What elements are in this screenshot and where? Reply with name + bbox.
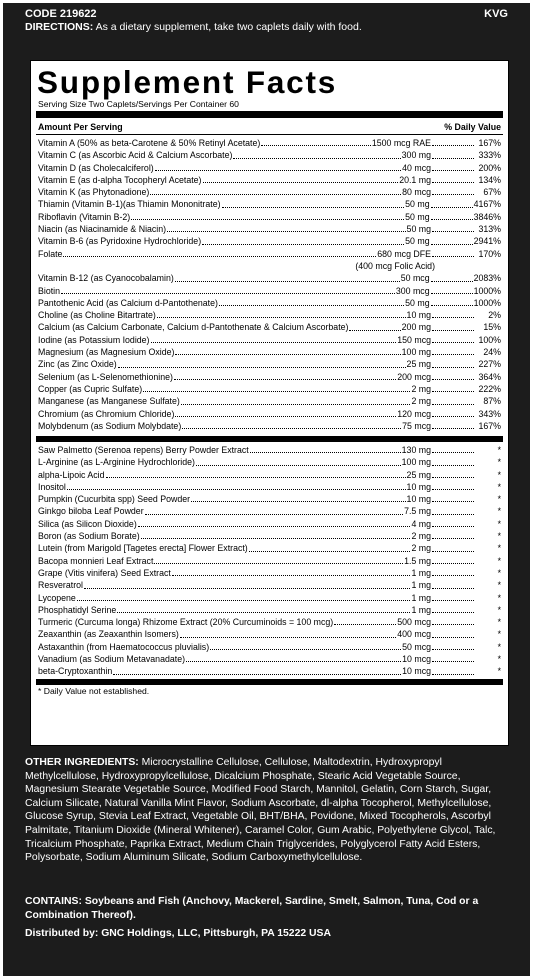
nutrient-name: Inositol: [38, 481, 66, 492]
dot-leader: [182, 427, 401, 429]
nutrient-row: [38, 285, 501, 297]
nutrient-amount: 300 mg: [401, 150, 431, 161]
nutrient-name: alpha-Lipoic Acid: [38, 469, 105, 480]
dot-leader: [432, 500, 474, 502]
nutrient-row: [38, 579, 501, 591]
nutrient-amount: 80 mcg: [402, 187, 431, 198]
nutrient-name: Astaxanthin (from Haematococcus pluvialis): [38, 641, 210, 652]
nutrient-amount: 400 mcg: [397, 629, 431, 640]
nutrient-dv: 2%: [488, 310, 501, 321]
nutrient-dv: 1000%: [473, 297, 501, 308]
nutrient-name: Resveratrol: [38, 580, 83, 591]
table-header: [38, 121, 501, 133]
dot-leader: [154, 562, 403, 564]
dot-leader: [432, 476, 474, 478]
contains-statement: CONTAINS: Soybeans and Fish (Anchovy, Mackerel, Sardine, Smelt, Salmon, Tuna, Cod or a Combination Thereof).: [25, 896, 479, 921]
nutrient-amount: 50 mg: [406, 224, 431, 235]
nutrient-name: Lycopene: [38, 592, 76, 603]
nutrient-amount: 4 mg: [411, 518, 431, 529]
nutrient-name: Chromium (as Chromium Chloride): [38, 408, 175, 419]
nutrient-name: Choline (as Choline Bitartrate): [38, 310, 156, 321]
nutrient-row: [38, 530, 501, 542]
dot-leader: [157, 316, 406, 318]
dot-leader: [431, 280, 473, 282]
nutrient-name: Calcium (as Calcium Carbonate, Calcium d-Pantothenate & Calcium Ascorbate): [38, 322, 349, 333]
nutrient-name: Lutein (from Marigold [Tagetes erecta] Flower Extract): [38, 543, 248, 554]
nutrient-amount: 680 mcg DFE: [377, 248, 431, 259]
nutrient-row: [38, 297, 501, 309]
nutrient-amount: (400 mcg Folic Acid): [355, 260, 435, 271]
nutrient-row: [38, 198, 501, 210]
dot-leader: [202, 243, 404, 245]
dot-leader: [432, 587, 474, 589]
nutrient-amount: 20.1 mg: [399, 174, 431, 185]
nutrient-row: [38, 542, 501, 554]
nutrient-row: [38, 469, 501, 481]
dot-leader: [150, 193, 401, 195]
dot-leader: [180, 636, 396, 638]
nutrient-dv: 167%: [478, 138, 501, 148]
nutrient-dv: 343%: [478, 408, 501, 419]
other-rows: [38, 444, 501, 678]
nutrient-dv: *: [497, 518, 501, 529]
dot-leader: [261, 144, 371, 146]
nutrient-name: Saw Palmetto (Serenoa repens) Berry Powder Extract: [38, 445, 249, 455]
nutrient-name: Pantothenic Acid (as Calcium d-Pantothenate): [38, 297, 218, 308]
dot-leader: [432, 464, 474, 466]
nutrient-amount: 40 mcg: [402, 162, 431, 173]
dot-leader: [432, 636, 474, 638]
dot-leader: [174, 378, 396, 380]
dot-leader: [432, 623, 474, 625]
dot-leader: [181, 403, 411, 405]
dot-leader: [155, 169, 401, 171]
nutrient-dv: *: [497, 469, 501, 480]
dot-leader: [432, 451, 474, 453]
dot-leader: [432, 316, 474, 318]
nutrient-amount: 50 mcg: [402, 641, 431, 652]
dot-leader: [143, 390, 410, 392]
nutrient-dv: 100%: [478, 334, 501, 345]
dot-leader: [67, 488, 406, 490]
dot-leader: [432, 157, 474, 159]
nutrient-name: Riboflavin (Vitamin B-2): [38, 211, 131, 222]
dot-leader: [63, 255, 376, 257]
nutrient-row: [38, 223, 501, 235]
dot-leader: [167, 230, 405, 232]
nutrient-dv: 15%: [483, 322, 501, 333]
nutrient-row: [38, 149, 501, 161]
dot-leader: [432, 599, 474, 601]
nutrient-name: Turmeric (Curcuma longa) Rhizome Extract (20% Curcuminoids = 100 mcg): [38, 617, 334, 628]
dot-leader: [432, 537, 474, 539]
nutrient-row: [38, 481, 501, 493]
dot-leader: [432, 513, 474, 515]
dot-leader: [432, 550, 474, 552]
nutrient-row: [38, 456, 501, 468]
dot-leader: [118, 366, 406, 368]
dot-leader: [84, 587, 410, 589]
nutrient-row: [38, 616, 501, 628]
nutrient-row: [38, 408, 501, 420]
nutrient-name: Vitamin B-12 (as Cyanocobalamin): [38, 273, 174, 284]
nutrient-name: Folate: [38, 248, 63, 259]
nutrient-dv: *: [497, 580, 501, 591]
divider-thick-2: [36, 436, 503, 442]
nutrient-row: [38, 518, 501, 530]
nutrient-dv: 134%: [478, 174, 501, 185]
nutrient-row: [38, 420, 501, 432]
nutrient-amount: 50 mg: [405, 236, 430, 247]
dot-leader: [432, 488, 474, 490]
divider-thick-3: [36, 679, 503, 685]
dot-leader: [191, 500, 405, 502]
facts-title: Supplement Facts: [37, 64, 338, 100]
nutrient-row: [38, 604, 501, 616]
nutrient-amount: 150 mcg: [397, 334, 431, 345]
dot-leader: [432, 255, 474, 257]
nutrient-name: Vitamin D (as Cholecalciferol): [38, 162, 154, 173]
nutrient-dv: *: [497, 481, 501, 492]
nutrient-row: [38, 334, 501, 346]
nutrient-dv: 2083%: [473, 273, 501, 284]
nutrient-amount: 50 mg: [405, 199, 430, 210]
nutrient-row: [38, 665, 501, 677]
nutrient-amount: 500 mcg: [397, 617, 431, 628]
nutrient-row: [38, 162, 501, 174]
dot-leader: [432, 390, 474, 392]
nutrient-name: Selenium (as L-Selenomethionine): [38, 371, 173, 382]
directions-text: As a dietary supplement, take two caplets daily with food.: [95, 21, 362, 33]
nutrient-dv: *: [497, 567, 501, 578]
nutrient-row: [38, 235, 501, 247]
nutrient-dv: *: [497, 506, 501, 517]
nutrient-amount: 2 mg: [411, 543, 431, 554]
nutrient-amount: 300 mcg: [395, 285, 430, 296]
dot-leader: [432, 169, 474, 171]
dot-leader: [77, 599, 411, 601]
nutrient-name: Zeaxanthin (as Zeaxanthin Isomers): [38, 629, 179, 640]
other-ingredients: [25, 756, 508, 865]
dot-leader: [349, 329, 400, 331]
nutrient-amount: 10 mg: [406, 310, 431, 321]
nutrient-name: Niacin (as Niacinamide & Niacin): [38, 224, 167, 235]
nutrient-amount: 50 mg: [405, 211, 430, 222]
nutrient-dv: *: [497, 457, 501, 468]
nutrient-name: Pumpkin (Cucurbita spp) Seed Powder: [38, 494, 191, 505]
nutrient-amount: 10 mg: [406, 494, 431, 505]
dot-leader: [432, 648, 474, 650]
code-row: [25, 7, 508, 21]
dv-header: % Daily Value: [444, 122, 501, 132]
nutrient-row: [38, 260, 501, 272]
nutrient-row: [38, 248, 501, 260]
nutrient-dv: 87%: [483, 396, 501, 407]
nutrient-dv: *: [497, 445, 501, 455]
nutrient-amount: 75 mcg: [402, 420, 431, 431]
dot-leader: [431, 206, 473, 208]
nutrient-amount: 1 mg: [411, 592, 431, 603]
directions-label: DIRECTIONS:: [25, 21, 94, 33]
other-ingredients-label: OTHER INGREDIENTS:: [25, 757, 139, 768]
dot-leader: [432, 427, 474, 429]
dot-leader: [432, 329, 474, 331]
divider-thick: [36, 111, 503, 118]
nutrient-dv: 167%: [478, 420, 501, 431]
kvg-code: KVG: [484, 8, 508, 20]
nutrient-row: [38, 555, 501, 567]
nutrient-name: Vanadium (as Sodium Metavanadate): [38, 654, 186, 665]
dot-leader: [210, 648, 401, 650]
dot-leader: [432, 353, 474, 355]
dot-leader: [131, 218, 404, 220]
nutrient-amount: 1500 mcg RAE: [371, 138, 431, 148]
nutrient-name: Copper (as Cupric Sulfate): [38, 383, 143, 394]
dot-leader: [432, 673, 474, 675]
dot-leader: [172, 574, 411, 576]
nutrient-row: [38, 395, 501, 407]
nutrient-name: Vitamin B-6 (as Pyridoxine Hydrochloride): [38, 236, 202, 247]
nutrient-amount: 100 mg: [401, 457, 431, 468]
nutrient-row: [38, 592, 501, 604]
dot-leader: [432, 562, 474, 564]
dot-leader: [141, 537, 411, 539]
other-ingredients-text: Microcrystalline Cellulose, Cellulose, Maltodextrin, Hydroxypropyl Methylcellulose, Hydroxypropylcellulose, Dicalcium Phosphate, Stearic Acid Vegetable Source, Magnesium Stearate Vegetable Source, Modified Food Starch, Mannitol, Gelatin, Corn Starch, Sugar, Calcium Silicate, Natural Vanilla Mint Flavor, Sodium Ascorbate, dl-alpha Tocopherol, Methylcellulose, Glucose Syrup, Stevia Leaf Extract, Vegetable Oil, BHT/BHA, Povidone, Mixed Tocopherols, Ascorbyl Palmitate, Titanium Dioxide (Mineral Whitener), Caramel Color, Gum Arabic, Polyethylene Glycol, Talc, Tricalcium Phosphate, Paprika Extract, Medium Chain Triglycerides, Polyglycerol Fatty Acid Esters, Polysorbate, Sodium Aluminum Silicate, Sodium Carboxymethylcellulose.: [25, 757, 496, 864]
vitamin-rows: [38, 137, 501, 432]
dot-leader: [61, 292, 395, 294]
nutrient-dv: 364%: [478, 371, 501, 382]
dot-leader: [431, 243, 473, 245]
dot-leader: [117, 611, 410, 613]
directions: [25, 20, 508, 34]
nutrient-name: Ginkgo biloba Leaf Powder: [38, 506, 144, 517]
dot-leader: [196, 464, 401, 466]
distributor: Distributed by: GNC Holdings, LLC, Pittsburgh, PA 15222 USA: [25, 928, 331, 939]
dot-leader: [432, 611, 474, 613]
dot-leader: [432, 378, 474, 380]
dot-leader: [222, 206, 405, 208]
nutrient-amount: 2 mg: [411, 383, 431, 394]
dot-leader: [250, 451, 401, 453]
nutrient-dv: 2941%: [473, 236, 501, 247]
dot-leader: [432, 366, 474, 368]
nutrient-dv: *: [497, 641, 501, 652]
product-code: CODE 219622: [25, 8, 97, 20]
nutrient-amount: 10 mcg: [402, 654, 431, 665]
footnote: * Daily Value not established.: [38, 686, 150, 696]
nutrient-name: Molybdenum (as Sodium Molybdate): [38, 420, 182, 431]
nutrient-amount: 1 mg: [411, 580, 431, 591]
nutrient-name: Grape (Vitis vinifera) Seed Extract: [38, 567, 171, 578]
nutrient-row: [38, 174, 501, 186]
nutrient-dv: *: [497, 555, 501, 566]
nutrient-dv: *: [497, 543, 501, 554]
dot-leader: [113, 673, 401, 675]
header-rule: [36, 134, 503, 135]
nutrient-dv: 3846%: [473, 211, 501, 222]
nutrient-name: Vitamin C (as Ascorbic Acid & Calcium Ascorbate): [38, 150, 233, 161]
nutrient-name: Phosphatidyl Serine: [38, 604, 117, 615]
label-panel: [3, 3, 530, 976]
nutrient-dv: *: [497, 494, 501, 505]
nutrient-amount: 1 mg: [411, 604, 431, 615]
nutrient-row: [38, 628, 501, 640]
nutrient-dv: 200%: [478, 162, 501, 173]
nutrient-amount: 50 mg: [405, 297, 430, 308]
nutrient-amount: 2 mg: [411, 531, 431, 542]
nutrient-row: [38, 505, 501, 517]
dot-leader: [219, 304, 404, 306]
dot-leader: [432, 415, 474, 417]
nutrient-row: [38, 567, 501, 579]
nutrient-amount: 1 mg: [411, 567, 431, 578]
nutrient-amount: 1.5 mg: [404, 555, 431, 566]
nutrient-row: [38, 493, 501, 505]
nutrient-name: Biotin: [38, 285, 61, 296]
nutrient-row: [38, 211, 501, 223]
nutrient-row: [38, 272, 501, 284]
nutrient-dv: *: [497, 654, 501, 665]
nutrient-name: Zinc (as Zinc Oxide): [38, 359, 117, 370]
dot-leader: [249, 550, 411, 552]
nutrient-amount: 10 mcg: [402, 666, 431, 677]
nutrient-name: Iodine (as Potassium Iodide): [38, 334, 150, 345]
nutrient-row: [38, 383, 501, 395]
nutrient-amount: 2 mg: [411, 396, 431, 407]
nutrient-dv: 170%: [478, 248, 501, 259]
nutrient-amount: 120 mcg: [397, 408, 431, 419]
dot-leader: [432, 660, 474, 662]
dot-leader: [203, 181, 399, 183]
dot-leader: [431, 218, 473, 220]
dot-leader: [151, 341, 397, 343]
nutrient-name: Bacopa monnieri Leaf Extract: [38, 555, 154, 566]
nutrient-dv: *: [497, 604, 501, 615]
nutrient-name: Magnesium (as Magnesium Oxide): [38, 347, 175, 358]
nutrient-dv: 67%: [483, 187, 501, 198]
dot-leader: [175, 415, 396, 417]
nutrient-dv: 333%: [478, 150, 501, 161]
nutrient-dv: 4167%: [473, 199, 501, 210]
nutrient-dv: *: [497, 629, 501, 640]
nutrient-amount: 200 mg: [401, 322, 431, 333]
nutrient-row: [38, 358, 501, 370]
nutrient-name: Vitamin K (as Phytonadione): [38, 187, 150, 198]
nutrient-name: Vitamin E (as d-alpha Tocopheryl Acetate): [38, 174, 202, 185]
nutrient-row: [38, 641, 501, 653]
dot-leader: [175, 353, 400, 355]
nutrient-amount: 25 mg: [406, 469, 431, 480]
dot-leader: [431, 304, 473, 306]
nutrient-amount: 7.5 mg: [404, 506, 431, 517]
nutrient-row: [38, 653, 501, 665]
dot-leader: [106, 476, 406, 478]
nutrient-row: [38, 137, 501, 149]
nutrient-dv: 222%: [478, 383, 501, 394]
nutrient-dv: *: [497, 617, 501, 628]
nutrient-amount: 50 mcg: [400, 273, 430, 284]
dot-leader: [334, 623, 396, 625]
nutrient-name: beta-Cryptoxanthin: [38, 666, 113, 677]
supplement-facts-box: [30, 60, 509, 746]
nutrient-name: Boron (as Sodium Borate): [38, 531, 140, 542]
nutrient-amount: 10 mg: [406, 481, 431, 492]
amount-header: Amount Per Serving: [38, 122, 123, 132]
nutrient-dv: 313%: [478, 224, 501, 235]
nutrient-row: [38, 186, 501, 198]
dot-leader: [175, 280, 400, 282]
dot-leader: [432, 525, 474, 527]
nutrient-name: Thiamin (Vitamin B-1)(as Thiamin Mononitrate): [38, 199, 221, 210]
dot-leader: [432, 144, 474, 146]
nutrient-name: Silica (as Silicon Dioxide): [38, 518, 137, 529]
dot-leader: [138, 525, 411, 527]
nutrient-name: L-Arginine (as L-Arginine Hydrochloride): [38, 457, 195, 468]
dot-leader: [432, 181, 474, 183]
nutrient-amount: 25 mg: [406, 359, 431, 370]
serving-size: Serving Size Two Caplets/Servings Per Container 60: [38, 99, 239, 109]
nutrient-amount: 130 mg: [401, 445, 431, 455]
dot-leader: [432, 574, 474, 576]
dot-leader: [186, 660, 401, 662]
dot-leader: [432, 341, 474, 343]
nutrient-dv: 1000%: [473, 285, 501, 296]
dot-leader: [432, 403, 474, 405]
nutrient-row: [38, 346, 501, 358]
dot-leader: [233, 157, 400, 159]
dot-leader: [431, 292, 473, 294]
nutrient-name: Manganese (as Manganese Sulfate): [38, 396, 180, 407]
dot-leader: [432, 230, 474, 232]
nutrient-row: [38, 309, 501, 321]
nutrient-dv: *: [497, 531, 501, 542]
nutrient-row: [38, 371, 501, 383]
nutrient-dv: 227%: [478, 359, 501, 370]
nutrient-name: Vitamin A (50% as beta-Carotene & 50% Retinyl Acetate): [38, 138, 261, 148]
dot-leader: [432, 193, 474, 195]
nutrient-amount: 200 mcg: [397, 371, 431, 382]
dot-leader: [145, 513, 403, 515]
nutrient-dv: *: [497, 592, 501, 603]
nutrient-row: [38, 444, 501, 456]
nutrient-dv: *: [497, 666, 501, 677]
nutrient-amount: 100 mg: [401, 347, 431, 358]
nutrient-dv: 24%: [483, 347, 501, 358]
nutrient-row: [38, 321, 501, 333]
